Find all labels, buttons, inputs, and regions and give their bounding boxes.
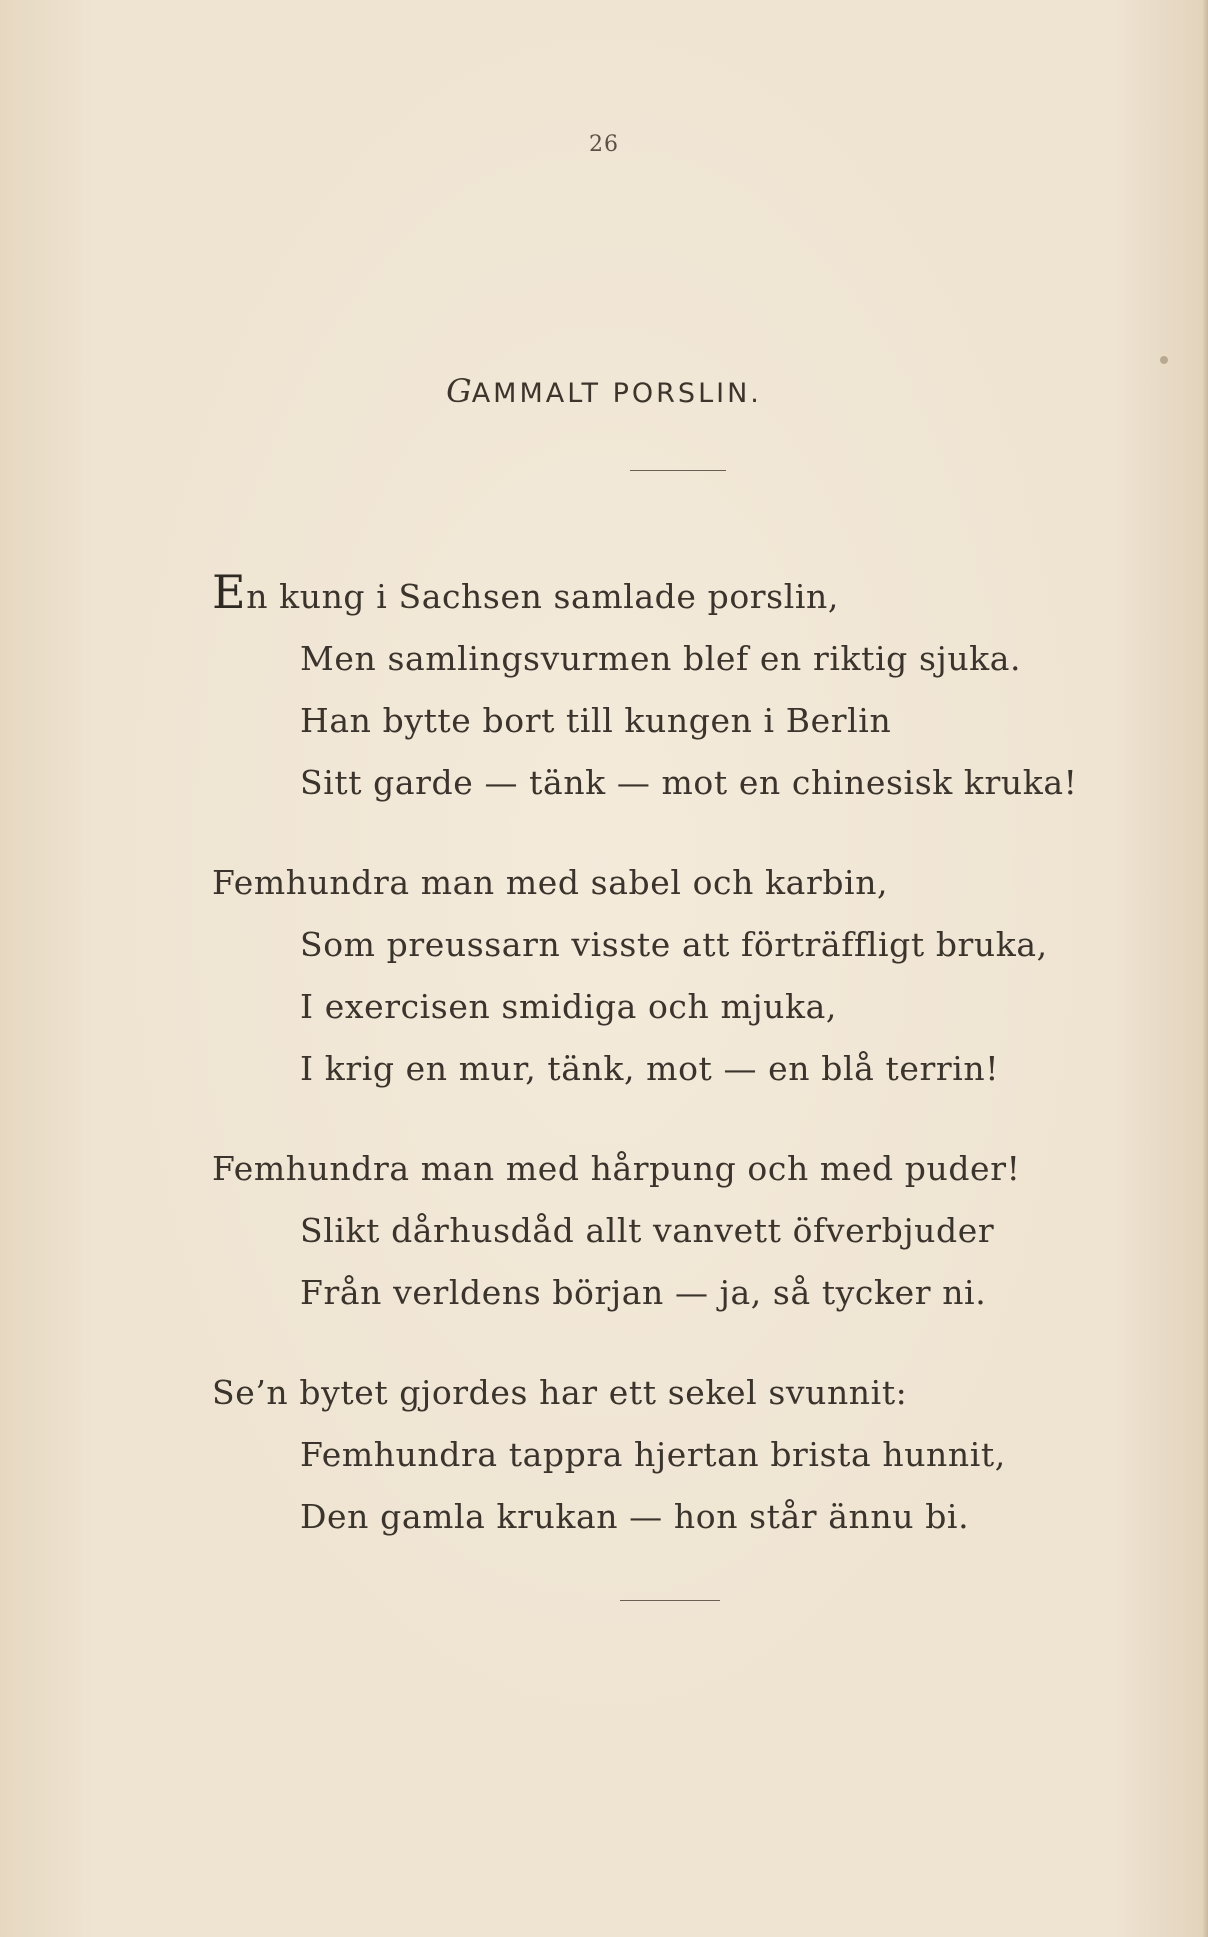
end-rule — [620, 1600, 720, 1601]
title-rule — [630, 470, 726, 471]
poem-line: Han bytte bort till kungen i Berlin — [300, 701, 892, 740]
poem-line: Men samlingsvurmen blef en riktig sjuka. — [300, 639, 1022, 678]
line-text: n kung i Sachsen samlade porslin, — [246, 577, 839, 616]
stanza-2 — [212, 852, 1172, 1100]
poem-title — [0, 372, 1208, 410]
poem-line: Slikt dårhusdåd allt vanvett öfverbjuder — [300, 1211, 995, 1250]
poem-line — [212, 566, 1172, 628]
title-initial: G — [446, 372, 472, 410]
paper-speck — [1160, 356, 1168, 364]
poem-line: Femhundra tappra hjertan brista hunnit, — [300, 1435, 1006, 1474]
poem-line: Femhundra man med sabel och karbin, — [212, 863, 889, 902]
page-number: 26 — [589, 132, 619, 157]
poem-line: Sitt garde — tänk — mot en chinesisk kruka! — [300, 763, 1078, 802]
poem-line: I krig en mur, tänk, mot — en blå terrin! — [300, 1049, 1000, 1088]
stanza-4 — [212, 1362, 1172, 1548]
poem-line: Som preussarn visste att förträffligt bruka, — [300, 925, 1048, 964]
page-edge-shadow — [1202, 0, 1208, 1937]
title-rest: AMMALT PORSLIN. — [471, 378, 762, 409]
poem-line: Se’n bytet gjordes har ett sekel svunnit: — [212, 1373, 908, 1412]
poem-line: Från verldens början — ja, så tycker ni. — [300, 1273, 987, 1312]
drop-cap: E — [212, 565, 247, 619]
poem-line: I exercisen smidiga och mjuka, — [300, 987, 837, 1026]
stanza-3 — [212, 1138, 1172, 1324]
poem-line: Femhundra man med hårpung och med puder! — [212, 1149, 1021, 1188]
stanza-1 — [212, 566, 1172, 814]
poem-line: Den gamla krukan — hon står ännu bi. — [300, 1497, 970, 1536]
poem-body — [212, 566, 1172, 1586]
